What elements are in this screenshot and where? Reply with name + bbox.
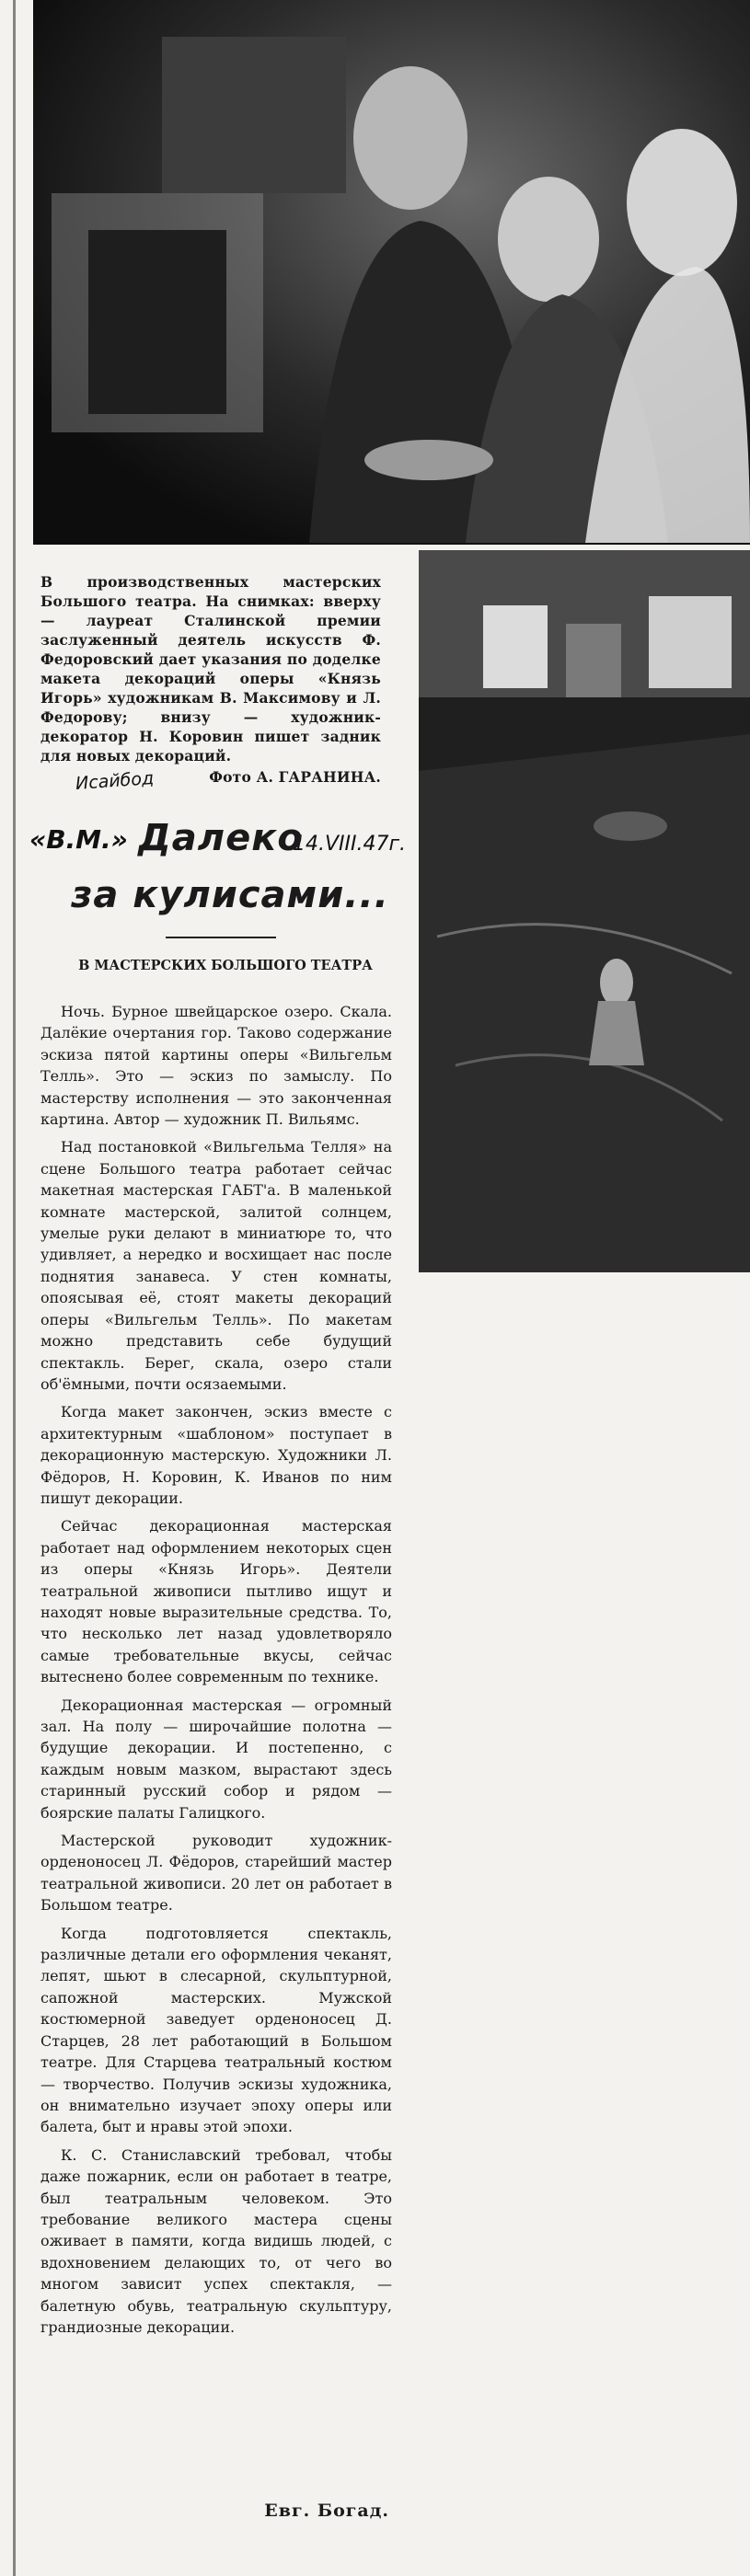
article-paragraph: Сейчас декорационная мастерская работает над оформлением некоторых сцен из оперы «Князь Игорь». Деятели театральной живописи пытливо ищут и находят новые выразительные средства. То, что несколько лет назад удовлетворяло самые требовательные вкусы, сейчас вытеснено более современным по технике. (40, 1517, 392, 1686)
clipping-edge (13, 0, 16, 2576)
article-paragraph: Когда макет закончен, эскиз вместе с архитектурным «шаблоном» поступает в декорационную мастерскую. Художники Л. Фёдоров, Н. Коровин, К. Иванов по ним пишут декорации. (40, 1403, 392, 1507)
caption-text: В производственных мастерских Большого театра. На снимках: вверху — лауреат Сталинской премии заслуженный деятель искусств Ф. Федоровский дает указания по доделке макета декораций оперы «Князь Игорь» художникам В. Максимову и Л. Федорову; внизу — художник-декоратор Н. Коровин пишет задник для новых декораций. (40, 573, 381, 765)
handwritten-newspaper-name: «В.М.» (29, 824, 128, 855)
article-paragraph: Мастерской руководит художник-орденоносец Л. Фёдоров, старейший мастер театральной живописи. 20 лет он работает в Большом театре. (40, 1832, 392, 1915)
author-signature: Евг. Богад. (264, 2501, 389, 2521)
headline-line-1: Далеко (138, 817, 304, 859)
headline-divider (166, 937, 276, 938)
article-paragraph: К. С. Станиславский требовал, чтобы даже пожарник, если он работает в театре, был театральным человеком. Это требование великого мастера сцены оживает в памяти, когда видишь людей, с вдохновением делающих то, от чего во многом зависит успех спектакля, — балетную обувь, театральную скульптуру, грандиозные декорации. (40, 2145, 392, 2336)
photo-top-image (33, 0, 750, 545)
article-paragraph: Декорационная мастерская — огромный зал. На полу — широчайшие полотна — будущие декорации. И постепенно, с каждым новым мазком, вырастают здесь старинный русский собор и рядом — боярские палаты Галицкого. (40, 1696, 392, 1822)
article-subhead: В МАСТЕРСКИХ БОЛЬШОГО ТЕАТРА (78, 958, 373, 973)
article-paragraph: Когда подготовляется спектакль, различные детали его оформления чеканят, лепят, шьют в слесарной, скульптурной, сапожной мастерских. Мужской костюмерной заведует орденоносец Д. Старцев, 28 лет работающий в Большом театре. Для Старцева театральный костюм — творчество. Получив эскизы художника, он внимательно изучает эпоху оперы или балета, быт и нравы этой эпохи. (40, 1924, 392, 2136)
handwritten-source-note: Исайбод (75, 768, 155, 794)
article-paragraph: Ночь. Бурное швейцарское озеро. Скала. Далёкие очертания гор. Таково содержание эскиза пятой картины оперы «Вильгельм Телль». Это — эскиз по замыслу. По мастерству исполнения — это законченная картина. Автор — художник П. Вильямс. (40, 1003, 392, 1129)
handwritten-date: 14.VIII.47г. (293, 833, 407, 856)
photo-bottom-image (419, 550, 750, 1272)
photo-credit: Фото А. ГАРАНИНА. (209, 768, 381, 786)
workshop-photo-top (33, 0, 750, 545)
article-paragraph: Над постановкой «Вильгельма Телля» на сцене Большого театра работает сейчас макетная мастерская ГАБТ'а. В маленькой комнате мастерской, залитой солнцем, умелые руки делают в миниатюре то, что удивляет, а нередко и восхищает нас после поднятия занавеса. У стен комнаты, опоясывая её, стоят макеты декораций оперы «Вильгельм Телль». По макетам можно представить себе будущий спектакль. Берег, скала, озеро стали об'ёмными, почти осязаемыми. (40, 1138, 392, 1393)
photo-caption (40, 572, 381, 787)
article-body (40, 1001, 392, 2344)
workshop-photo-bottom (419, 550, 750, 1272)
headline-line-2: за кулисами... (71, 874, 389, 916)
